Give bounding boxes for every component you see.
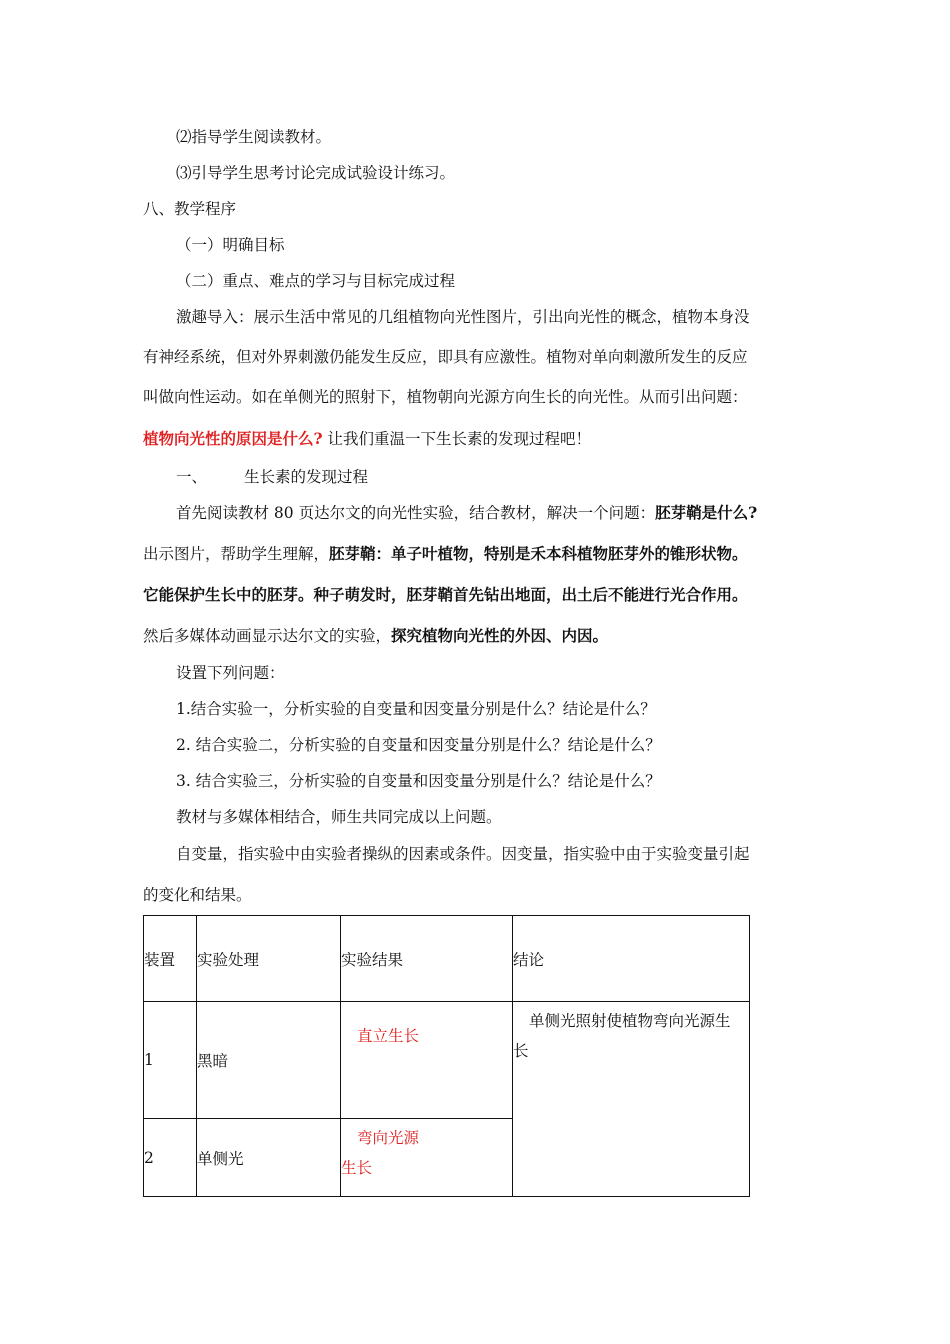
key-question: 植物向光性的原因是什么? (143, 429, 323, 448)
paragraph-intro-line (143, 428, 591, 450)
header-conclusion: 结论 (513, 916, 750, 1002)
result-text: 生长 (341, 1159, 373, 1177)
header-treatment: 实验处理 (197, 916, 341, 1002)
text-normal: 出示图片，帮助学生理解， (143, 545, 330, 563)
table-row (144, 1002, 750, 1119)
question-intro: 设置下列问题： (176, 664, 285, 682)
text-bold: 胚芽鞘是什么? (655, 503, 758, 522)
section-title: 生长素的发现过程 (244, 468, 369, 486)
cell-treatment: 黑暗 (197, 1002, 341, 1119)
conclusion-text: 单侧光照射使植物弯向光源生 (529, 1012, 731, 1030)
paragraph-line: 教材与多媒体相结合，师生共同完成以上问题。 (176, 808, 502, 826)
conclusion-text: 长 (513, 1042, 529, 1060)
experiment-table (143, 915, 750, 1197)
question-item: 3. 结合实验三，分析实验的自变量和因变量分别是什么？结论是什么？ (176, 772, 661, 790)
paragraph-line: 它能保护生长中的胚芽。种子萌发时，胚芽鞘首先钻出地面，出土后不能进行光合作用。 (143, 585, 748, 604)
text-bold: 胚芽鞘：单子叶植物，特别是禾本科植物胚芽外的锥形状物。 (329, 544, 748, 563)
paragraph-line (176, 502, 757, 524)
section-heading-8: 八、教学程序 (143, 200, 237, 218)
header-result: 实验结果 (341, 916, 513, 1002)
paragraph-line (143, 543, 748, 565)
subsection-heading-2: （二）重点、难点的学习与目标完成过程 (176, 272, 456, 290)
cell-conclusion (513, 1002, 750, 1197)
result-text: 弯向光源 (357, 1129, 420, 1147)
text-normal: 首先阅读教材 80 页达尔文的向光性实验，结合教材，解决一个问题： (176, 504, 656, 522)
paragraph-intro-line: 激趣导入：展示生活中常见的几组植物向光性图片，引出向光性的概念，植物本身没 (176, 308, 750, 326)
text-bold: 探究植物向光性的外因、内因。 (391, 626, 609, 645)
list-item-2: ⑵指导学生阅读教材。 (176, 128, 332, 146)
paragraph-intro-line: 有神经系统，但对外界刺激仍能发生反应，即具有应激性。植物对单向刺激所发生的反应 (143, 348, 748, 366)
cell-device: 2 (144, 1119, 197, 1197)
header-device: 装置 (144, 916, 197, 1002)
cell-device: 1 (144, 1002, 197, 1119)
section-number: 一、 (176, 468, 208, 486)
subsection-heading-1: （一）明确目标 (176, 236, 285, 254)
result-text: 直立生长 (357, 1027, 420, 1045)
cell-result (341, 1119, 513, 1197)
question-item: 1.结合实验一，分析实验的自变量和因变量分别是什么？结论是什么？ (176, 700, 656, 718)
list-item-3: ⑶引导学生思考讨论完成试验设计练习。 (176, 164, 456, 182)
text-normal: 然后多媒体动画显示达尔文的实验， (143, 627, 392, 645)
paragraph-intro-line: 叫做向性运动。如在单侧光的照射下，植物朝向光源方向生长的向光性。从而引出问题： (143, 388, 748, 406)
question-item: 2. 结合实验二，分析实验的自变量和因变量分别是什么？结论是什么？ (176, 736, 661, 754)
paragraph-line: 自变量，指实验中由实验者操纵的因素或条件。因变量，指实验中由于实验变量引起 (176, 845, 750, 863)
table-header-row (144, 916, 750, 1002)
paragraph-line (143, 625, 608, 647)
cell-treatment: 单侧光 (197, 1119, 341, 1197)
cell-result (341, 1002, 513, 1119)
intro-text: 让我们重温一下生长素的发现过程吧！ (322, 430, 592, 448)
paragraph-line: 的变化和结果。 (143, 886, 252, 904)
